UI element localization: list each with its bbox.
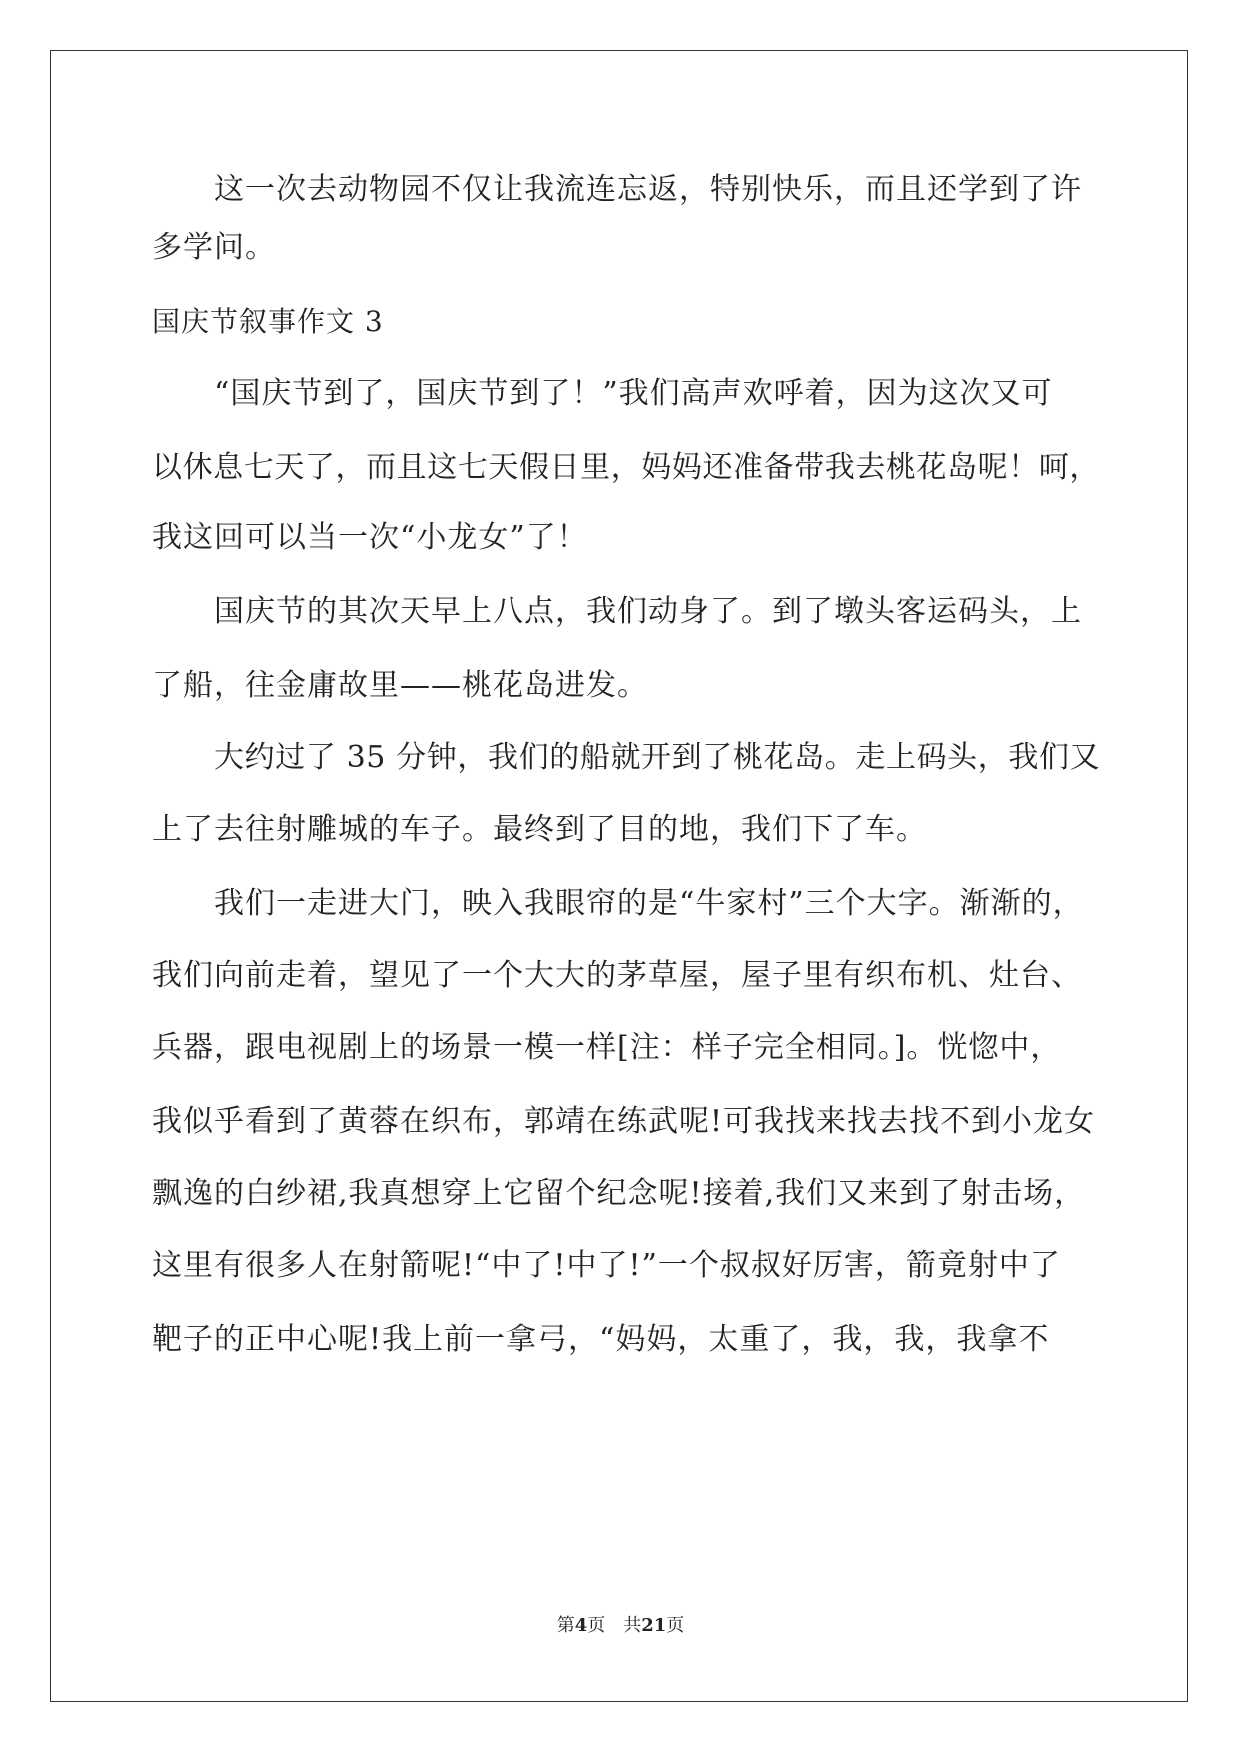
footer-prefix: 第	[556, 1615, 575, 1636]
text-line: 我们一走进大门，映入我眼帘的是“牛家村”三个大字。渐渐的，	[214, 886, 1084, 921]
text-line: 多学问。	[152, 230, 276, 265]
text-line: 上了去往射雕城的车子。最终到了目的地，我们下了车。	[152, 812, 927, 847]
text-line: 兵器，跟电视剧上的场景一模一样[注：样子完全相同。]。恍惚中，	[152, 1030, 1062, 1065]
page-footer	[0, 1614, 1241, 1638]
text-line: 这里有很多人在射箭呢!“中了!中了!”一个叔叔好厉害，箭竟射中了	[152, 1248, 1061, 1283]
text-line: 我似乎看到了黄蓉在织布，郭靖在练武呢!可我找来找去找不到小龙女	[152, 1104, 1096, 1139]
text-line: 飘逸的白纱裙,我真想穿上它留个纪念呢!接着,我们又来到了射击场，	[152, 1176, 1086, 1211]
text-line: 国庆节的其次天早上八点，我们动身了。到了墩头客运码头，上	[214, 594, 1082, 629]
page-border	[50, 50, 1188, 1702]
text-line: 靶子的正中心呢!我上前一拿弓，“妈妈，太重了，我，我，我拿不	[152, 1322, 1050, 1357]
footer-page-current: 4	[574, 1615, 588, 1636]
text-line: “国庆节到了，国庆节到了！”我们高声欢呼着，因为这次又可	[214, 376, 1053, 411]
text-line: 我这回可以当一次“小龙女”了！	[152, 520, 588, 555]
text-line: 以休息七天了，而且这七天假日里，妈妈还准备带我去桃花岛呢！呵，	[152, 450, 1100, 485]
text-line: 了船，往金庸故里——桃花岛进发。	[152, 668, 648, 703]
footer-mid: 页 共	[587, 1615, 642, 1636]
section-heading: 国庆节叙事作文 3	[152, 305, 384, 338]
footer-page-total: 21	[641, 1615, 667, 1636]
text-line: 这一次去动物园不仅让我流连忘返，特别快乐，而且还学到了许	[214, 172, 1082, 207]
text-line: 大约过了 35 分钟，我们的船就开到了桃花岛。走上码头，我们又	[214, 740, 1101, 775]
text-line: 我们向前走着，望见了一个大大的茅草屋，屋子里有织布机、灶台、	[152, 958, 1082, 993]
footer-suffix: 页	[666, 1615, 685, 1636]
